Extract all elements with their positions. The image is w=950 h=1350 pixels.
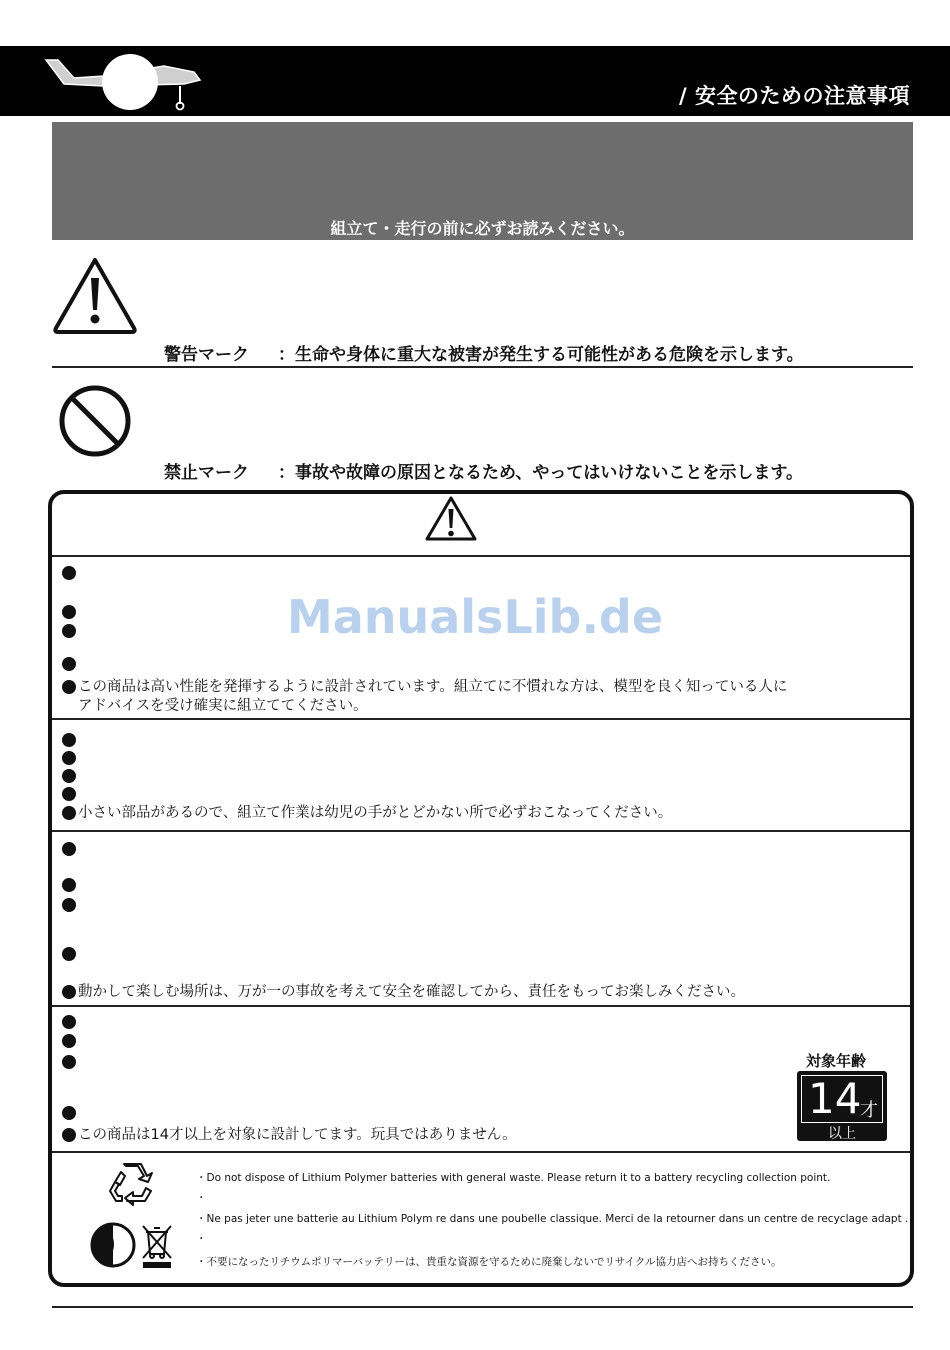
intro-banner xyxy=(52,122,913,240)
divider xyxy=(52,366,913,368)
section1-item-cont: アドバイスを受け確実に組立ててください。 xyxy=(78,698,368,714)
prohibition-mark-legend xyxy=(164,458,803,483)
green-dot-icon xyxy=(90,1222,136,1268)
bullet-icon xyxy=(62,769,76,783)
age-sub: 以上 xyxy=(828,1126,856,1142)
bullet-icon xyxy=(62,733,76,747)
bullet-icon xyxy=(62,1055,76,1069)
age-badge xyxy=(797,1071,887,1141)
bullet-icon xyxy=(62,1034,76,1048)
section1-item: この商品は高い性能を発揮するように設計されています。組立てに不慣れな方は、模型を良く知っている人に xyxy=(78,679,788,695)
recycle-note: ・ xyxy=(196,1192,207,1204)
bullet-icon xyxy=(62,1128,76,1142)
bullet-icon xyxy=(62,878,76,892)
recycle-note: ・ xyxy=(196,1233,207,1245)
recycle-note-ja: ・不要になったリチウムポリマーバッテリーは、貴重な資源を守るために廃棄しないでリサイクル協力店へお持ちください。 xyxy=(196,1256,782,1268)
bullet-icon xyxy=(62,842,76,856)
target-age-label: 対象年齢 xyxy=(806,1052,867,1070)
bullet-icon xyxy=(62,657,76,671)
prohibition-mark-desc: ：事故や故障の原因となるため、やってはいけないことを示します。 xyxy=(278,463,803,483)
warning-triangle-icon xyxy=(52,256,138,334)
age-unit: 才 xyxy=(860,1100,878,1121)
watermark: ManualsLib.de xyxy=(286,590,664,644)
recycle-note-en: ・Do not dispose of Lithium Polymer batteries with general waste. Please return it to a battery recycling collection point. xyxy=(196,1172,831,1184)
age-number: 14 xyxy=(808,1074,862,1123)
recycle-note-fr: ・Ne pas jeter une batterie au Lithium Polym re dans une poubelle classique. Merci de la retourner dans un centre de recyclage adapt . xyxy=(196,1213,909,1225)
bullet-icon xyxy=(62,787,76,801)
banner-subtitle: 組立て・走行の前に必ずお読みください。 xyxy=(330,219,635,238)
section4-item: この商品は14才以上を対象に設計してます。玩具ではありません。 xyxy=(78,1127,517,1143)
bullet-icon xyxy=(62,947,76,961)
prohibition-mark-name: 禁止マーク xyxy=(164,463,249,483)
bullet-icon xyxy=(62,1015,76,1029)
recycle-icon xyxy=(107,1160,157,1206)
age-badge-frame xyxy=(801,1075,883,1123)
prohibition-icon xyxy=(58,384,132,458)
section-divider xyxy=(52,718,910,720)
bullet-icon xyxy=(62,680,76,694)
page-title: / 安全のための注意事項 xyxy=(679,84,910,108)
section-divider xyxy=(52,830,910,832)
airplane-logo xyxy=(44,50,204,112)
footer-divider xyxy=(52,1306,913,1308)
bullet-icon xyxy=(62,566,76,580)
bullet-icon xyxy=(62,751,76,765)
bullet-icon xyxy=(62,1106,76,1120)
section-divider xyxy=(52,1151,910,1153)
crossed-bin-icon xyxy=(140,1222,174,1270)
bullet-icon xyxy=(62,898,76,912)
warning-mark-legend xyxy=(164,340,804,365)
section-divider xyxy=(52,555,910,557)
warning-mark-name: 警告マーク xyxy=(164,345,249,365)
caution-triangle-icon xyxy=(424,495,478,543)
bullet-icon xyxy=(62,806,76,820)
bullet-icon xyxy=(62,985,76,999)
section3-item: 動かして楽しむ場所は、万が一の事故を考えて安全を確認してから、責任をもってお楽しみください。 xyxy=(78,984,745,1000)
section2-item: 小さい部品があるので、組立て作業は幼児の手がとどかない所で必ずおこなってください。 xyxy=(78,805,673,821)
section-divider xyxy=(52,1005,910,1007)
warning-mark-desc: ：生命や身体に重大な被害が発生する可能性がある危険を示します。 xyxy=(278,345,804,365)
